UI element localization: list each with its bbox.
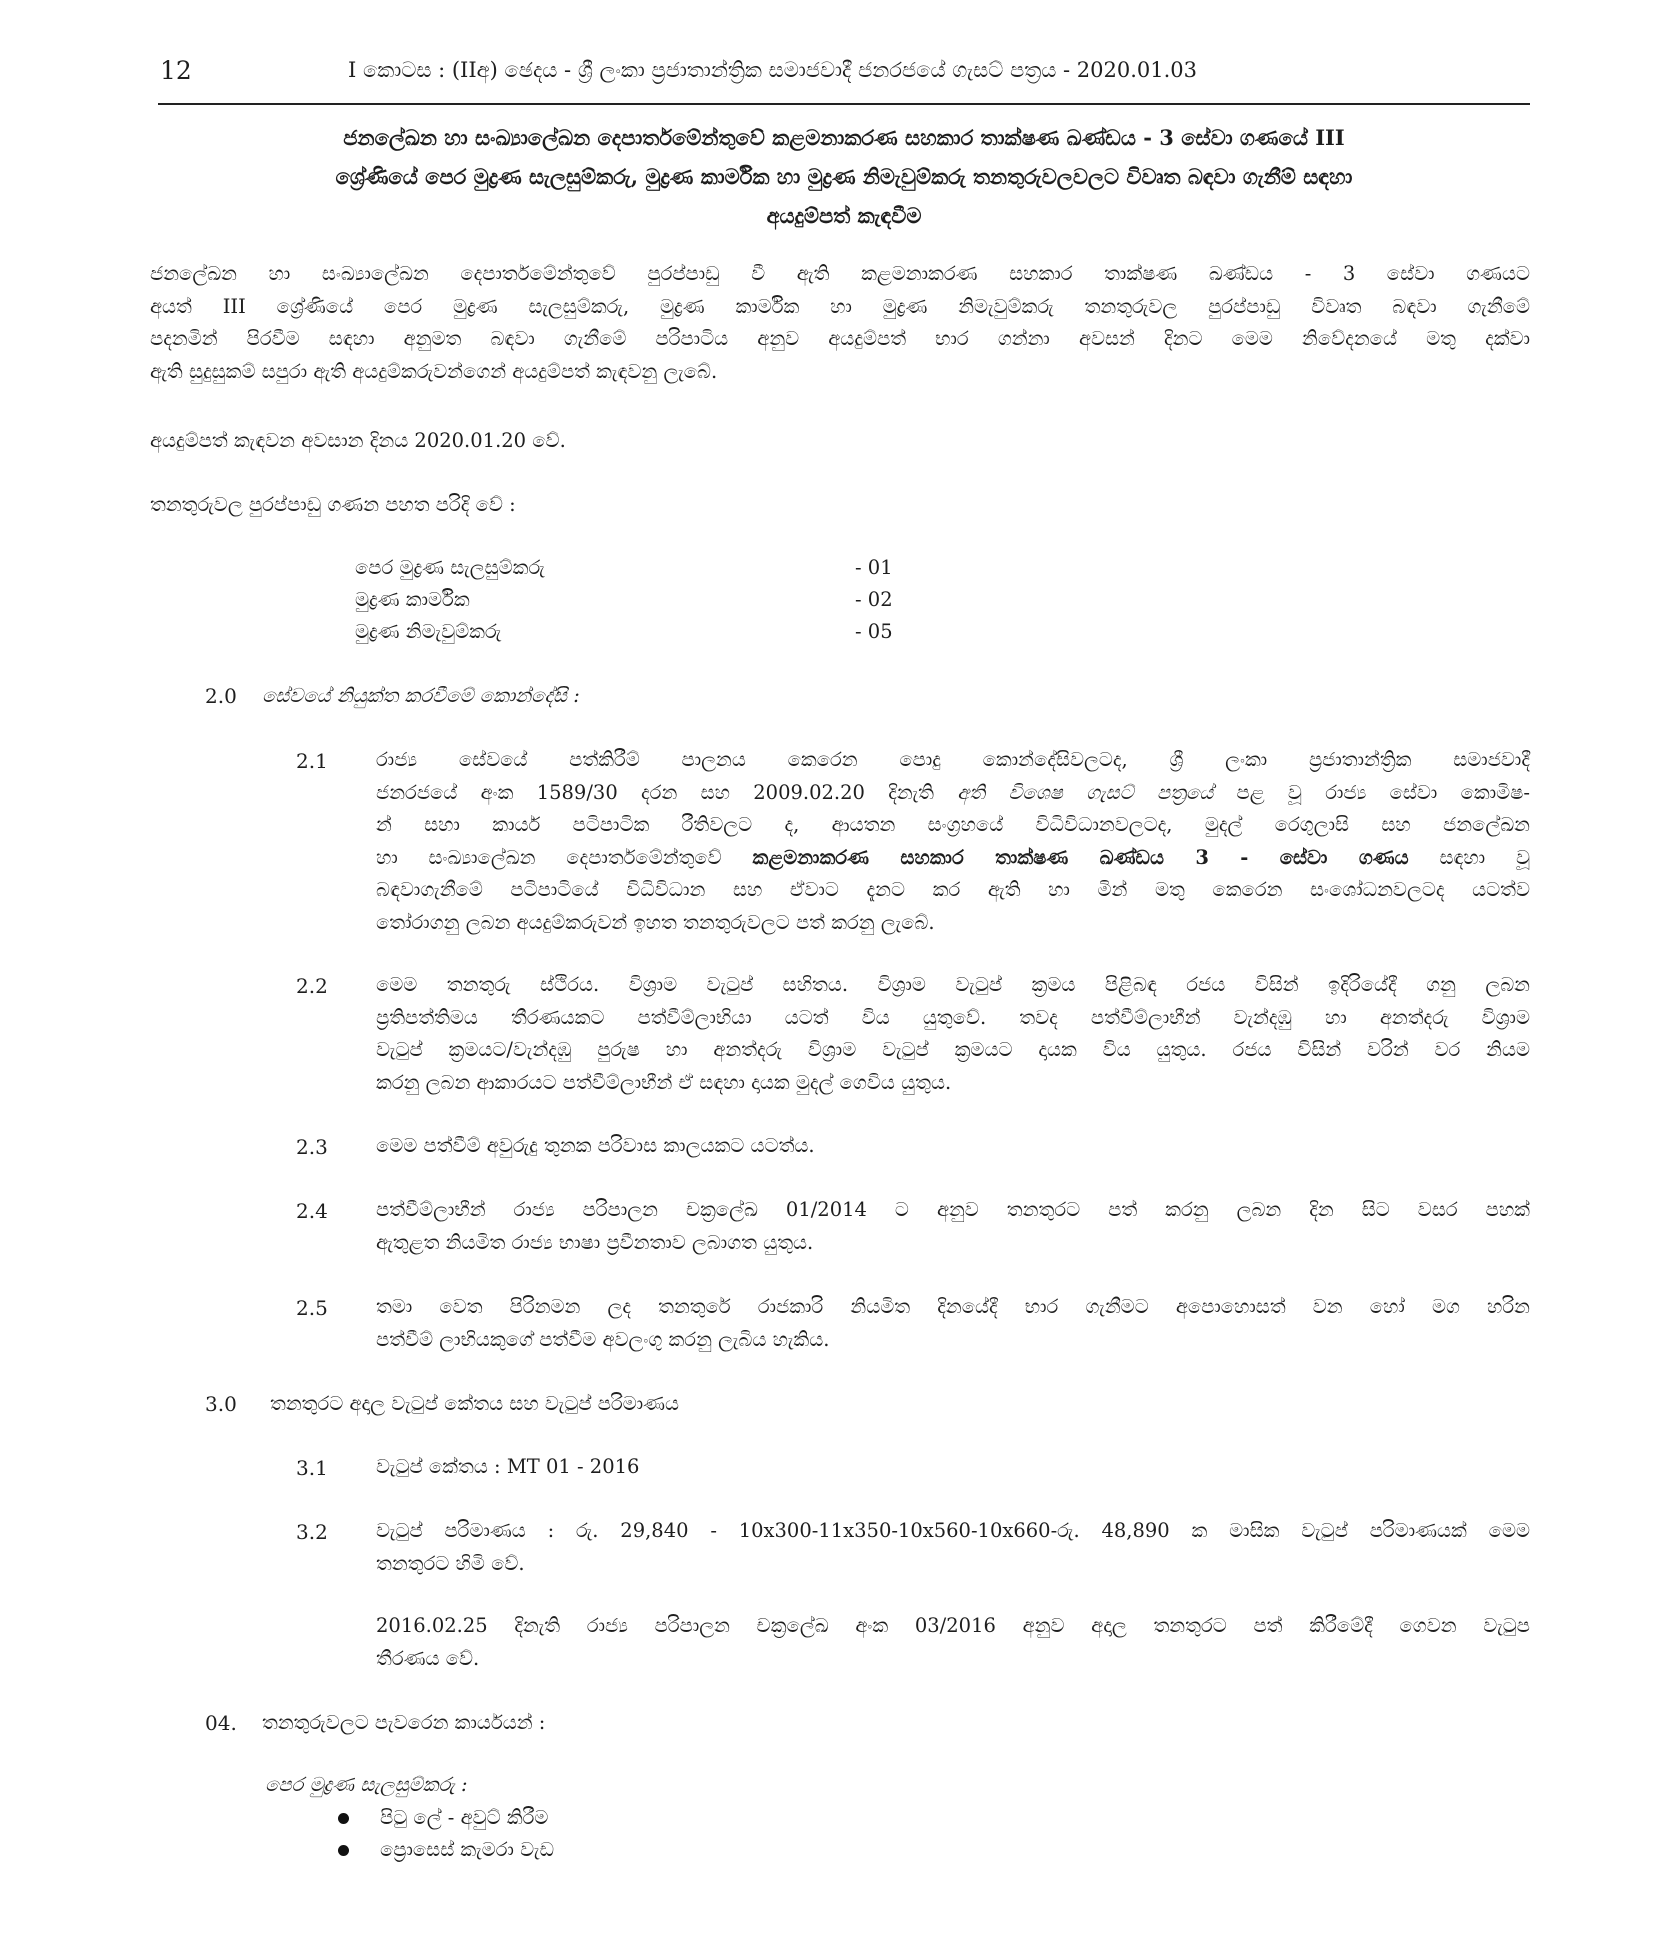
page-header <box>158 52 1530 100</box>
list-item: පිටු ලේ - අවුට් කිරීම <box>380 1806 549 1829</box>
list-item <box>355 552 915 584</box>
closing-date: අයදුම්පත් කැඳවන අවසාන දිනය 2020.01.20 වේ. <box>150 429 566 452</box>
paragraph-line: බඳවාගැනීමේ පටිපාටියේ විධිවිධාන සහ ඒවාට දැනට කර ඇති හා මින් මතු කෙරෙන සංශෝධනවලටද යටත්ව <box>376 878 1530 901</box>
text-run: හා සංඛ්‍යාලේඛන දෙපාර්තමේන්තුවේ <box>376 845 753 869</box>
paragraph-line: රාජ්‍ය සේවයේ පත්කිරීම් පාලනය කෙරෙන පොදු කොන්දේසිවලටද, ශ්‍රී ලංකා ප්‍රජාතාන්ත්‍රික සමාජවාදී <box>376 748 1530 771</box>
vacancy-count: - 01 <box>855 556 893 579</box>
text-run: ජනරජයේ අංක 1589/30 දරන සහ 2009.02.20 දිනැති <box>376 780 958 804</box>
section-number: 3.0 <box>205 1392 237 1416</box>
vacancy-count: - 02 <box>855 588 893 611</box>
item-2-2-text <box>376 969 1530 1099</box>
paragraph-line: වැටුප් ක්‍රමයට/වැන්දඹු පුරුෂ හා අනත්දරු විශ්‍රාම වැටුප් ක්‍රමයට දායක විය යුතුය. රජය විසින් වරින් වර නියම <box>376 1038 1530 1061</box>
paragraph-line: තමා වෙත පිරිනමන ලද තනතුරේ රාජකාරි නියමිත දිනයේදී භාර ගැනීමට අපොහොසත් වන හෝ මග හරින <box>376 1295 1530 1318</box>
paragraph-line: පදනමින් පිරවීම සඳහා අනුමත බඳවා ගැනීමේ පරිපාටිය අනුව අයදුම්පත් භාර ගන්නා අවසන් දිනට මෙම නිවේදනයේ මතු දක්වා <box>150 327 1530 350</box>
duties-subheading: පෙර මුද්‍රණ සැලසුම්කරු : <box>265 1773 468 1796</box>
section-title: තනතුරට අදාල වැටුප් කේතය සහ වැටුප් පරිමාණය <box>270 1392 680 1415</box>
list-item <box>355 584 915 616</box>
item-2-5-text <box>376 1291 1530 1356</box>
paragraph-line: න් සහා කාර්ය පටිපාටික රීතිවලට ද, ආයතන සංග්‍රහයේ විධිවිධානවලටද, මුදල් රෙගුලාසි සහ ජනලේඛන <box>376 813 1530 836</box>
text-run: පළ වූ රාජ්‍ය සේවා කොමිෂ- <box>1213 780 1530 804</box>
vacancy-list <box>355 552 915 648</box>
paragraph-line: මෙම තනතුරු ස්ථිරය. විශ්‍රාම වැටුප් සහිතය. විශ්‍රාම වැටුප් ක්‍රමය පිළිබඳ රජය විසින් ඉදිරියේදී ගනු ලබන <box>376 973 1530 996</box>
item-2-4-text <box>376 1194 1530 1259</box>
section-title: තනතුරුවලට පැවරෙන කාර්යයන් : <box>262 1711 546 1734</box>
vacancies-intro: තනතුරුවල පුරප්පාඩු ගණන පහත පරිදි වේ : <box>150 493 516 516</box>
page-number: 12 <box>160 56 192 85</box>
item-2-1-text <box>376 744 1530 939</box>
vacancy-post: මුද්‍රණ නිමැවුම්කරු <box>355 620 502 643</box>
heading-line: ශ්‍රේණියේ පෙර මුද්‍රණ සැලසුම්කරු, මුද්‍රණ කාර්මික හා මුද්‍රණ නිමැවුම්කරු තනතුරුවලවලට විවෘත බඳවා ගැනීම් සඳහා <box>335 164 1353 189</box>
paragraph-line: තනතුරට හිමි වේ. <box>376 1551 525 1575</box>
section-title: සේවයේ නියුක්ත කරවීමේ කොන්දේසි : <box>262 684 580 707</box>
service-name-bold: කළමනාකරණ සහකාර තාක්ෂණ ඛණ්ඩය 3 - සේවා ගණය <box>752 845 1409 869</box>
paragraph-line <box>376 777 1530 810</box>
text-run: සඳහා වූ <box>1408 845 1530 869</box>
gazette-header-title: I කොටස : (IIඅ) ඡෙදය - ශ්‍රී ලංකා ප්‍රජාතාන්ත්‍රික සමාජවාදී ජනරජයේ ගැසට් පත්‍රය - 2020.01.03 <box>348 58 1198 82</box>
paragraph-line: ප්‍රතිපත්තිමය තීරණයකට පත්වීම්ලාභියා යටත් විය යුතුවේ. තවද පත්වීම්ලාභීන් වැන්දඹු හා අනත්දරු විශ්‍රාම <box>376 1005 1530 1029</box>
item-number: 2.1 <box>296 749 328 773</box>
heading-line: අයදුම්පත් කැඳවීම <box>766 203 922 228</box>
paragraph-line: තීරණය වේ. <box>376 1646 480 1670</box>
paragraph-line: අයත් III ශ්‍රේණියේ පෙර මුද්‍රණ සැලසුම්කරු, මුද්‍රණ කාර්මික හා මුද්‍රණ නිමැවුම්කරු තනතුරුවල පුරප්පාඩු විවෘත බඳවා ගැනීමේ <box>150 294 1530 318</box>
pay-circular-note <box>376 1610 1530 1675</box>
notice-heading <box>158 118 1530 235</box>
header-divider <box>158 103 1530 105</box>
pay-scale <box>376 1515 1530 1580</box>
intro-paragraph <box>150 258 1530 388</box>
paragraph-line: ඇති සුදුසුකම් සපුරා ඇති අයදුම්කරුවන්ගෙන් අයදුම්පත් කැඳවනු ලැබේ. <box>150 359 718 383</box>
vacancy-count: - 05 <box>855 620 893 643</box>
item-number: 3.2 <box>296 1520 328 1544</box>
item-number: 2.5 <box>296 1296 328 1320</box>
vacancy-post: පෙර මුද්‍රණ සැලසුම්කරු <box>355 556 545 579</box>
paragraph-line: වැටුප් පරිමාණය : රු. 29,840 - 10x300-11x350-10x560-10x660-රු. 48,890 ක මාසික වැටුප් පරිමාණයක් මෙම <box>376 1519 1530 1542</box>
paragraph-line: තෝරාගනු ලබන අයදුම්කරුවන් ඉහත තනතුරුවලට පත් කරනු ලැබේ. <box>376 910 935 934</box>
section-number: 04. <box>205 1711 237 1735</box>
bullet-icon <box>338 1845 349 1856</box>
paragraph-line: වැටුප් කේතය : MT 01 - 2016 <box>376 1455 640 1478</box>
item-number: 2.4 <box>296 1199 328 1223</box>
paragraph-line <box>376 842 1530 875</box>
item-number: 2.3 <box>296 1135 328 1159</box>
item-number: 3.1 <box>296 1456 328 1480</box>
section-number: 2.0 <box>205 684 237 708</box>
paragraph-line: පත්වීම් ලාභියකුගේ පත්වීම අවලංගු කරනු ලැබිය හැකිය. <box>376 1327 830 1351</box>
paragraph-line: 2016.02.25 දිනැති රාජ්‍ය පරිපාලන චක්‍රලේඛ අංක 03/2016 අනුව අදාල තනතුරට පත් කිරීමේදී ගෙවන වැටුප <box>376 1614 1530 1637</box>
list-item: ප්‍රොසෙස් කැමරා වැඩ <box>380 1838 555 1861</box>
heading-line: ජනලේඛන හා සංඛ්‍යාලේඛන දෙපාර්තමේන්තුවේ කළමනාකරණ සහකාර තාක්ෂණ ඛණ්ඩය - 3 සේවා ගණයේ III <box>343 125 1345 150</box>
paragraph-line: මෙම පත්වීම් අවුරුදු තුනක පරිවාස කාලයකට යටත්ය. <box>376 1134 815 1157</box>
list-item <box>355 616 915 648</box>
paragraph-line: පත්වීම්ලාභීන් රාජ්‍ය පරිපාලන චක්‍රලේඛ 01/2014 ට අනුව තනතුරට පත් කරනු ලබන දින සිට වසර පහක් <box>376 1198 1530 1221</box>
item-number: 2.2 <box>296 974 328 998</box>
bullet-icon <box>338 1813 349 1824</box>
paragraph-line: කරනු ලබන ආකාරයට පත්වීම්ලාභීන් ඒ සඳහා දායක මුදල් ගෙවිය යුතුය. <box>376 1070 952 1094</box>
paragraph-line: ජනලේඛන හා සංඛ්‍යාලේඛන දෙපාර්තමේන්තුවේ පුරප්පාඩු වී ඇති කළමනාකරණ සහකාර තාක්ෂණ ඛණ්ඩය - 3 සේවා ගණයට <box>150 262 1530 285</box>
vacancy-post: මුද්‍රණ කාර්මික <box>355 588 470 611</box>
item-2-3-text <box>376 1130 1530 1163</box>
pay-code <box>376 1451 1530 1484</box>
gazette-name-italic: අති විශෙෂ ගැසට් පත්‍රයේ <box>957 780 1214 804</box>
paragraph-line: ඇතුළත නියමිත රාජ්‍ය භාෂා ප්‍රවීනතාව ලබාගත යුතුය. <box>376 1230 814 1254</box>
